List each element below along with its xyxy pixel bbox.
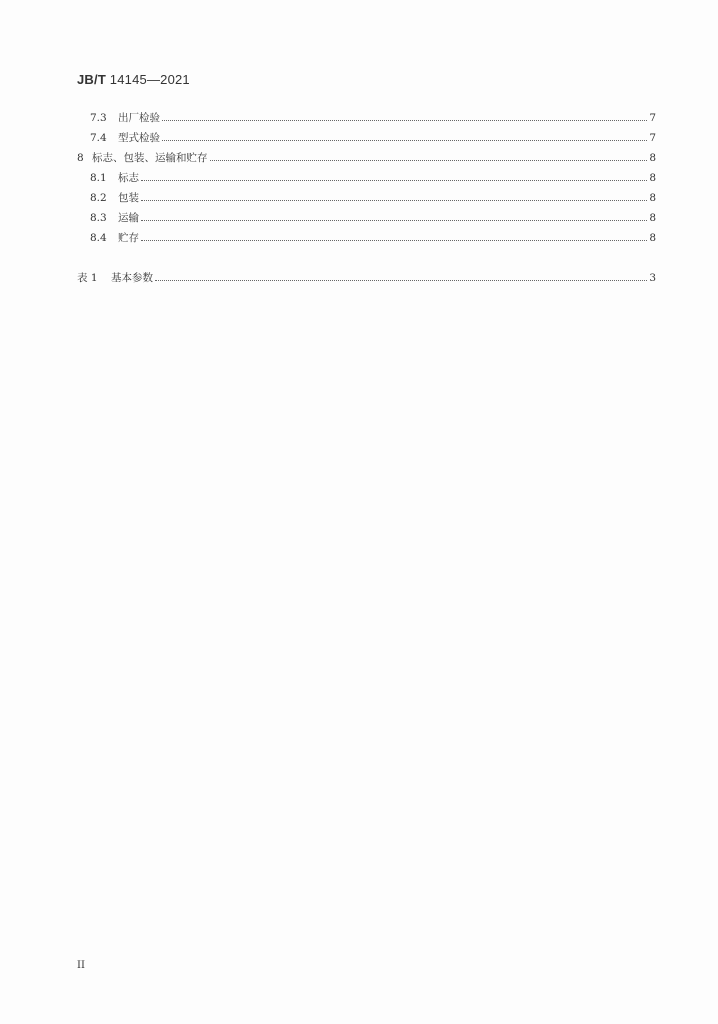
toc-entry-page: 8 <box>649 152 656 164</box>
toc-entry-number: 8.3 <box>90 212 107 224</box>
toc-table-number: 表 1 <box>77 272 98 284</box>
toc-leader-dots <box>141 179 647 181</box>
toc-entry-title: 运输 <box>118 212 139 224</box>
toc-entry-page: 8 <box>649 232 656 244</box>
toc-entry-page: 7 <box>649 112 656 124</box>
toc-entry-number: 7.3 <box>90 112 107 124</box>
page-folio: II <box>77 960 85 971</box>
toc-entry-number: 8.2 <box>90 192 107 204</box>
toc-leader-dots <box>141 199 647 201</box>
toc-entry-7-3[interactable] <box>90 110 656 126</box>
toc-leader-dots <box>162 119 647 121</box>
standard-number: 14145—2021 <box>109 72 190 87</box>
toc-entry-8-2[interactable] <box>90 190 656 206</box>
toc-entry-page: 7 <box>649 132 656 144</box>
toc-entry-number: 8.1 <box>90 172 107 184</box>
toc-table-page: 3 <box>649 272 656 284</box>
toc-entry-7-4[interactable] <box>90 130 656 146</box>
toc-entry-title: 标志、包装、运输和贮存 <box>92 152 208 164</box>
toc-table-entry-1[interactable] <box>77 270 656 286</box>
toc-entry-8[interactable] <box>77 150 656 166</box>
toc-entry-8-4[interactable] <box>90 230 656 246</box>
toc-entry-page: 8 <box>649 212 656 224</box>
toc-leader-dots <box>155 279 647 281</box>
toc-entry-title: 型式检验 <box>118 132 160 144</box>
toc-entry-page: 8 <box>649 172 656 184</box>
toc-leader-dots <box>141 219 647 221</box>
toc-entry-number: 7.4 <box>90 132 107 144</box>
toc-leader-dots <box>210 159 648 161</box>
toc-entry-page: 8 <box>649 192 656 204</box>
toc-entry-number: 8.4 <box>90 232 107 244</box>
standard-code-header <box>77 72 190 87</box>
toc-leader-dots <box>141 239 647 241</box>
toc-entry-number: 8 <box>77 152 84 164</box>
toc-entry-title: 出厂检验 <box>118 112 160 124</box>
standard-prefix: JB/T <box>77 72 106 87</box>
toc-table-title: 基本参数 <box>111 272 153 284</box>
toc-entry-8-1[interactable] <box>90 170 656 186</box>
toc-entry-title: 贮存 <box>118 232 139 244</box>
toc-leader-dots <box>162 139 647 141</box>
toc-entry-8-3[interactable] <box>90 210 656 226</box>
toc-entry-title: 包装 <box>118 192 139 204</box>
toc-entry-title: 标志 <box>118 172 139 184</box>
